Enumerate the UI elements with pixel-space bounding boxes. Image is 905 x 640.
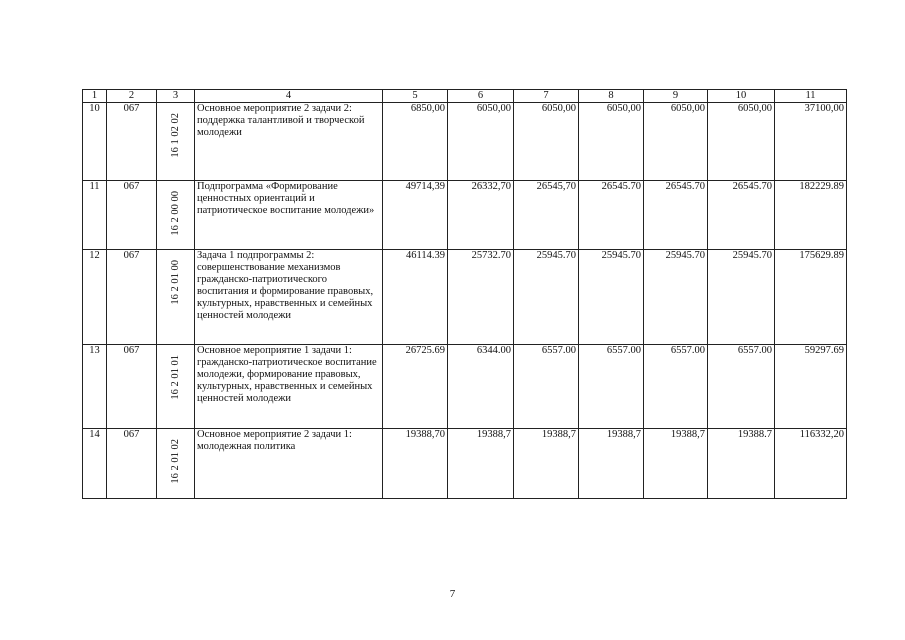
value-cell: 19388,7 — [514, 429, 579, 499]
program-code: 16 2 01 00 — [169, 260, 181, 305]
value-cell: 26545.70 — [579, 181, 644, 250]
row-number: 14 — [83, 429, 107, 499]
value-cell: 25945.70 — [579, 250, 644, 345]
value-cell: 6050,00 — [708, 103, 775, 181]
value-cell: 25732.70 — [448, 250, 514, 345]
value-cell: 6557.00 — [644, 345, 708, 429]
grbs-code: 067 — [107, 250, 157, 345]
table-row — [83, 429, 847, 499]
grbs-code: 067 — [107, 181, 157, 250]
grbs-code: 067 — [107, 103, 157, 181]
column-header: 7 — [514, 90, 579, 103]
row-number: 13 — [83, 345, 107, 429]
program-code-cell — [157, 181, 195, 250]
value-cell: 25945.70 — [644, 250, 708, 345]
header-row — [83, 90, 847, 103]
value-cell: 19388,70 — [383, 429, 448, 499]
value-cell: 6557.00 — [708, 345, 775, 429]
program-code: 16 2 01 02 — [169, 439, 181, 484]
program-code-cell — [157, 345, 195, 429]
total-cell: 37100,00 — [775, 103, 847, 181]
description: Основное мероприятие 1 задачи 1: гражданско-патриотическое воспитание молодежи, формирование правовых, культурных, нравственных и семейных ценностей молодежи — [195, 345, 383, 429]
total-cell: 175629.89 — [775, 250, 847, 345]
row-number: 12 — [83, 250, 107, 345]
column-header: 9 — [644, 90, 708, 103]
description: Подпрограмма «Формирование ценностных ориентаций и патриотическое воспитание молодежи» — [195, 181, 383, 250]
value-cell: 26545.70 — [644, 181, 708, 250]
value-cell: 25945.70 — [708, 250, 775, 345]
description: Основное мероприятие 2 задачи 2: поддержка талантливой и творческой молодежи — [195, 103, 383, 181]
value-cell: 19388,7 — [448, 429, 514, 499]
table-row — [83, 345, 847, 429]
column-header: 1 — [83, 90, 107, 103]
column-header: 6 — [448, 90, 514, 103]
value-cell: 19388.7 — [708, 429, 775, 499]
row-number: 10 — [83, 103, 107, 181]
value-cell: 19388,7 — [644, 429, 708, 499]
value-cell: 6050,00 — [579, 103, 644, 181]
grbs-code: 067 — [107, 429, 157, 499]
value-cell: 6344.00 — [448, 345, 514, 429]
value-cell: 46114.39 — [383, 250, 448, 345]
description: Основное мероприятие 2 задачи 1: молодежная политика — [195, 429, 383, 499]
column-header: 2 — [107, 90, 157, 103]
value-cell: 26332,70 — [448, 181, 514, 250]
page-number: 7 — [449, 588, 456, 600]
program-code: 16 2 00 00 — [169, 191, 181, 236]
program-code-cell — [157, 429, 195, 499]
program-code: 16 1 02 02 — [169, 113, 181, 158]
value-cell: 6050,00 — [514, 103, 579, 181]
grbs-code: 067 — [107, 345, 157, 429]
value-cell: 6850,00 — [383, 103, 448, 181]
total-cell: 182229.89 — [775, 181, 847, 250]
value-cell: 26725.69 — [383, 345, 448, 429]
value-cell: 25945.70 — [514, 250, 579, 345]
program-code: 16 2 01 01 — [169, 355, 181, 400]
column-header: 3 — [157, 90, 195, 103]
value-cell: 6050,00 — [644, 103, 708, 181]
value-cell: 6050,00 — [448, 103, 514, 181]
table-row — [83, 250, 847, 345]
description: Задача 1 подпрограммы 2: совершенствование механизмов гражданско-патриотического воспитания и формирование правовых, культурных, нравственных и семейных ценностей молодежи — [195, 250, 383, 345]
value-cell: 6557.00 — [514, 345, 579, 429]
value-cell: 26545.70 — [708, 181, 775, 250]
column-header: 4 — [195, 90, 383, 103]
total-cell: 59297.69 — [775, 345, 847, 429]
program-code-cell — [157, 250, 195, 345]
value-cell: 49714,39 — [383, 181, 448, 250]
column-header: 11 — [775, 90, 847, 103]
row-number: 11 — [83, 181, 107, 250]
budget-table — [82, 89, 847, 499]
table-row — [83, 181, 847, 250]
table-row — [83, 103, 847, 181]
value-cell: 19388,7 — [579, 429, 644, 499]
total-cell: 116332,20 — [775, 429, 847, 499]
value-cell: 6557.00 — [579, 345, 644, 429]
column-header: 10 — [708, 90, 775, 103]
program-code-cell — [157, 103, 195, 181]
column-header: 8 — [579, 90, 644, 103]
column-header: 5 — [383, 90, 448, 103]
value-cell: 26545,70 — [514, 181, 579, 250]
